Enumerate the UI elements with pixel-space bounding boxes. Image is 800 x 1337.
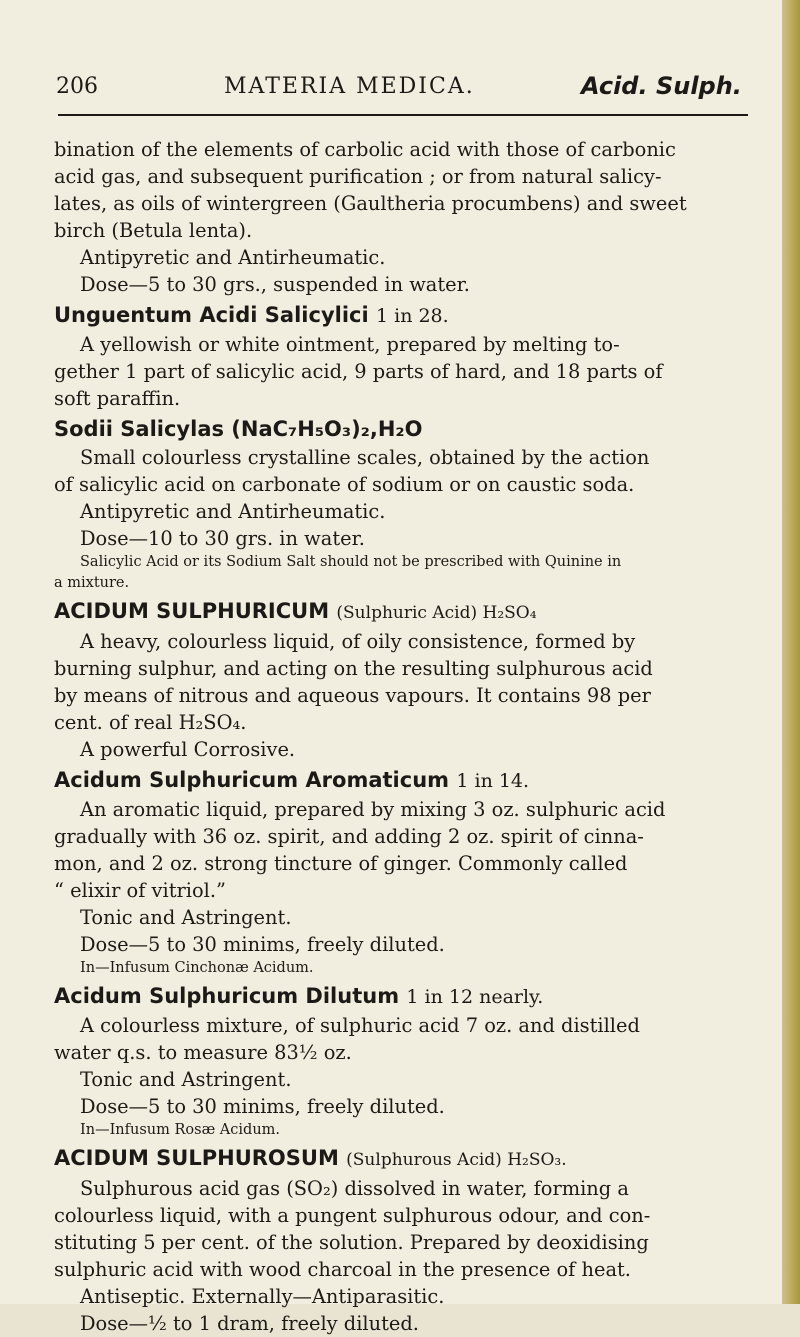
entry-name: Unguentum Acidi Salicylici [54, 303, 369, 327]
text-line: Antipyretic and Antirheumatic. [80, 246, 386, 269]
page-number: 206 [56, 74, 98, 99]
entry-heading [54, 597, 764, 628]
dose-line: Dose—5 to 30 grs., suspended in water. [80, 273, 470, 296]
note-line: In—Infusum Cinchonæ Acidum. [80, 960, 314, 976]
running-title: MATERIA MEDICA. [224, 74, 475, 99]
text-line: lates, as oils of wintergreen (Gaultheria procumbens) and sweet [54, 192, 687, 215]
header-rule [58, 114, 748, 116]
text-line: Tonic and Astringent. [80, 906, 292, 929]
running-header [56, 70, 746, 106]
entry-strength: 1 in 12 nearly. [406, 986, 544, 1008]
dose-line: Dose—5 to 30 minims, freely diluted. [80, 933, 445, 956]
entry-name: ACIDUM SULPHURICUM [54, 599, 330, 623]
entry-strength: 1 in 14. [456, 770, 530, 792]
dose-line: Dose—10 to 30 grs. in water. [80, 527, 365, 550]
entry-subtitle: (Sulphurous Acid) H₂SO₃. [346, 1150, 567, 1170]
text-line: gradually with 36 oz. spirit, and adding 2 oz. spirit of cinna- [54, 825, 644, 848]
text-line: sulphuric acid with wood charcoal in the presence of heat. [54, 1258, 631, 1281]
book-edge [782, 0, 800, 1304]
text-line: soft paraffin. [54, 387, 181, 410]
text-line: “ elixir of vitriol.” [54, 879, 226, 902]
entry-heading [54, 766, 764, 796]
entry-heading [54, 1144, 764, 1175]
text-line: Tonic and Astringent. [80, 1068, 292, 1091]
text-line: gether 1 part of salicylic acid, 9 parts of hard, and 18 parts of [54, 360, 663, 383]
text-line: A heavy, colourless liquid, of oily consistence, formed by [80, 630, 636, 653]
entry-name: Acidum Sulphuricum Aromaticum [54, 768, 450, 792]
page-body [54, 136, 764, 1337]
entry-subtitle: (Sulphuric Acid) H₂SO₄ [336, 603, 537, 623]
text-line: A powerful Corrosive. [80, 738, 296, 761]
entry-heading [54, 982, 764, 1012]
text-line: by means of nitrous and aqueous vapours. It contains 98 per [54, 684, 651, 707]
note-line: In—Infusum Rosæ Acidum. [80, 1122, 281, 1138]
dose-line: Dose—½ to 1 dram, freely diluted. [80, 1312, 419, 1335]
entry-name: ACIDUM SULPHUROSUM [54, 1146, 339, 1170]
text-line: Antipyretic and Antirheumatic. [80, 500, 386, 523]
text-line: of salicylic acid on carbonate of sodium or on caustic soda. [54, 473, 635, 496]
entry-strength: 1 in 28. [375, 305, 449, 327]
text-line: Small colourless crystalline scales, obtained by the action [80, 446, 650, 469]
text-line: burning sulphur, and acting on the resulting sulphurous acid [54, 657, 653, 680]
text-line: bination of the elements of carbolic acid with those of carbonic [54, 138, 676, 161]
entry-name: Acidum Sulphuricum Dilutum [54, 984, 400, 1008]
text-line: A colourless mixture, of sulphuric acid 7 oz. and distilled [80, 1014, 640, 1037]
text-line: colourless liquid, with a pungent sulphurous odour, and con- [54, 1204, 651, 1227]
text-line: acid gas, and subsequent purification ; or from natural salicy- [54, 165, 662, 188]
section-label: Acid. Sulph. [581, 72, 742, 100]
note-line: Salicylic Acid or its Sodium Salt should not be prescribed with Quinine in [80, 554, 622, 570]
note-line: a mixture. [54, 575, 130, 591]
text-line: birch (Betula lenta). [54, 219, 253, 242]
text-line: A yellowish or white ointment, prepared by melting to- [80, 333, 620, 356]
text-line: cent. of real H₂SO₄. [54, 711, 247, 734]
dose-line: Dose—5 to 30 minims, freely diluted. [80, 1095, 445, 1118]
text-line: mon, and 2 oz. strong tincture of ginger. Commonly called [54, 852, 628, 875]
text-line: Sulphurous acid gas (SO₂) dissolved in water, forming a [80, 1177, 629, 1200]
text-line: water q.s. to measure 83½ oz. [54, 1041, 352, 1064]
text-line: Antiseptic. Externally—Antiparasitic. [80, 1285, 445, 1308]
text-line: An aromatic liquid, prepared by mixing 3 oz. sulphuric acid [80, 798, 666, 821]
text-line: stituting 5 per cent. of the solution. Prepared by deoxidising [54, 1231, 649, 1254]
entry-heading: Sodii Salicylas (NaC₇H₅O₃)₂,H₂O [54, 417, 423, 441]
entry-heading [54, 301, 764, 331]
